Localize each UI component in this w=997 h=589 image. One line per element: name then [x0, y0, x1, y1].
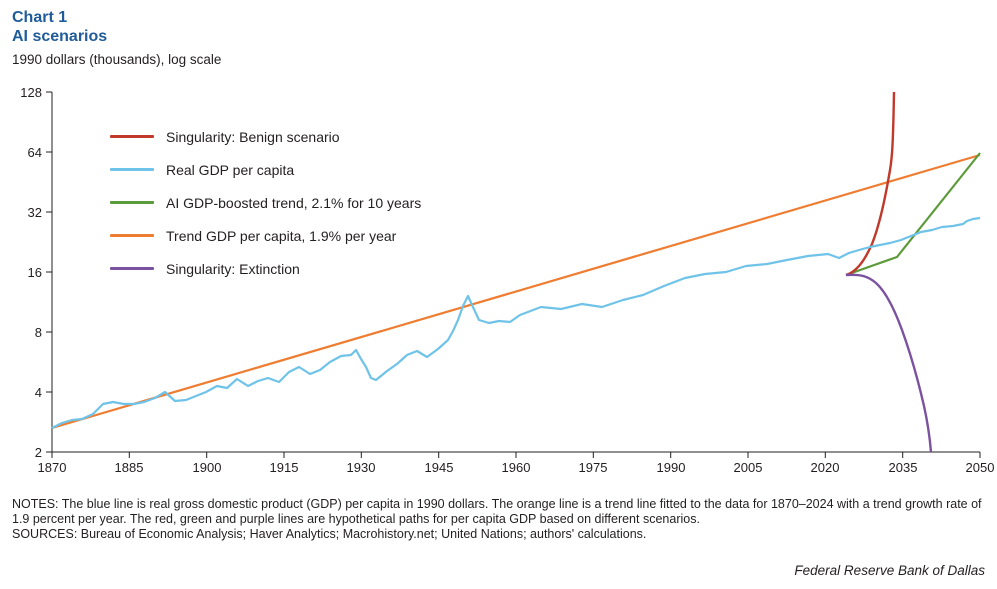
legend-label: Singularity: Benign scenario	[166, 128, 340, 145]
chart-header	[12, 8, 221, 68]
x-axis-label-1885: 1885	[114, 460, 144, 475]
legend-item-singularity-benign[interactable]	[110, 120, 421, 153]
legend-label: Trend GDP per capita, 1.9% per year	[166, 227, 397, 244]
x-axis-label-2005: 2005	[733, 460, 763, 475]
x-axis-label-1900: 1900	[192, 460, 222, 475]
x-ticks	[52, 452, 980, 458]
x-axis-label-2050: 2050	[965, 460, 995, 475]
legend-swatch-icon	[110, 135, 154, 138]
x-axis-label-1930: 1930	[346, 460, 376, 475]
y-axis-label-64: 64	[27, 145, 42, 160]
legend-item-ai-boosted-trend[interactable]	[110, 186, 421, 219]
legend-item-real-gdp[interactable]	[110, 153, 421, 186]
legend-label: Singularity: Extinction	[166, 260, 300, 277]
x-axis-label-1960: 1960	[501, 460, 531, 475]
chart-units-label: 1990 dollars (thousands), log scale	[12, 52, 222, 67]
y-axis-label-8: 8	[34, 325, 42, 340]
y-axis-label-2: 2	[34, 445, 42, 460]
y-axis-label-16: 16	[27, 265, 42, 280]
sources-text: SOURCES: Bureau of Economic Analysis; Haver Analytics; Macrohistory.net; United Nations; authors' calculations.	[12, 527, 647, 541]
legend-label: AI GDP-boosted trend, 2.1% for 10 years	[166, 194, 422, 211]
legend-swatch-icon	[110, 201, 154, 204]
legend-label: Real GDP per capita	[166, 161, 295, 178]
chart-legend	[110, 120, 421, 285]
legend-swatch-icon	[110, 234, 154, 237]
y-axis-label-32: 32	[27, 205, 42, 220]
series-line-singularity-extinction	[846, 275, 931, 452]
page-title: AI scenarios	[12, 28, 108, 45]
x-axis-label-1975: 1975	[578, 460, 608, 475]
x-axis-label-1990: 1990	[656, 460, 686, 475]
legend-swatch-icon	[110, 267, 154, 270]
chart-notes	[12, 497, 987, 542]
y-axis-label-4: 4	[34, 385, 42, 400]
notes-text: NOTES: The blue line is real gross domestic product (GDP) per capita in 1990 dollars. The orange line is a trend line fitted to the data for 1870–2024 with a trend growth rate of 1.9 percent per year. The red, green and purple lines are hypothetical paths for per capita GDP based on different scenarios.	[12, 497, 982, 526]
legend-item-singularity-extinction[interactable]	[110, 252, 421, 285]
legend-swatch-icon	[110, 168, 154, 171]
chart-number: Chart 1	[12, 9, 68, 26]
legend-item-trend-gdp[interactable]	[110, 219, 421, 252]
x-axis-label-2035: 2035	[888, 460, 918, 475]
x-axis-label-1870: 1870	[37, 460, 67, 475]
y-axis-label-128: 128	[20, 85, 42, 100]
footer-attribution: Federal Reserve Bank of Dallas	[794, 563, 985, 578]
x-axis-label-2020: 2020	[810, 460, 840, 475]
x-axis-label-1945: 1945	[424, 460, 454, 475]
x-axis-label-1915: 1915	[269, 460, 299, 475]
